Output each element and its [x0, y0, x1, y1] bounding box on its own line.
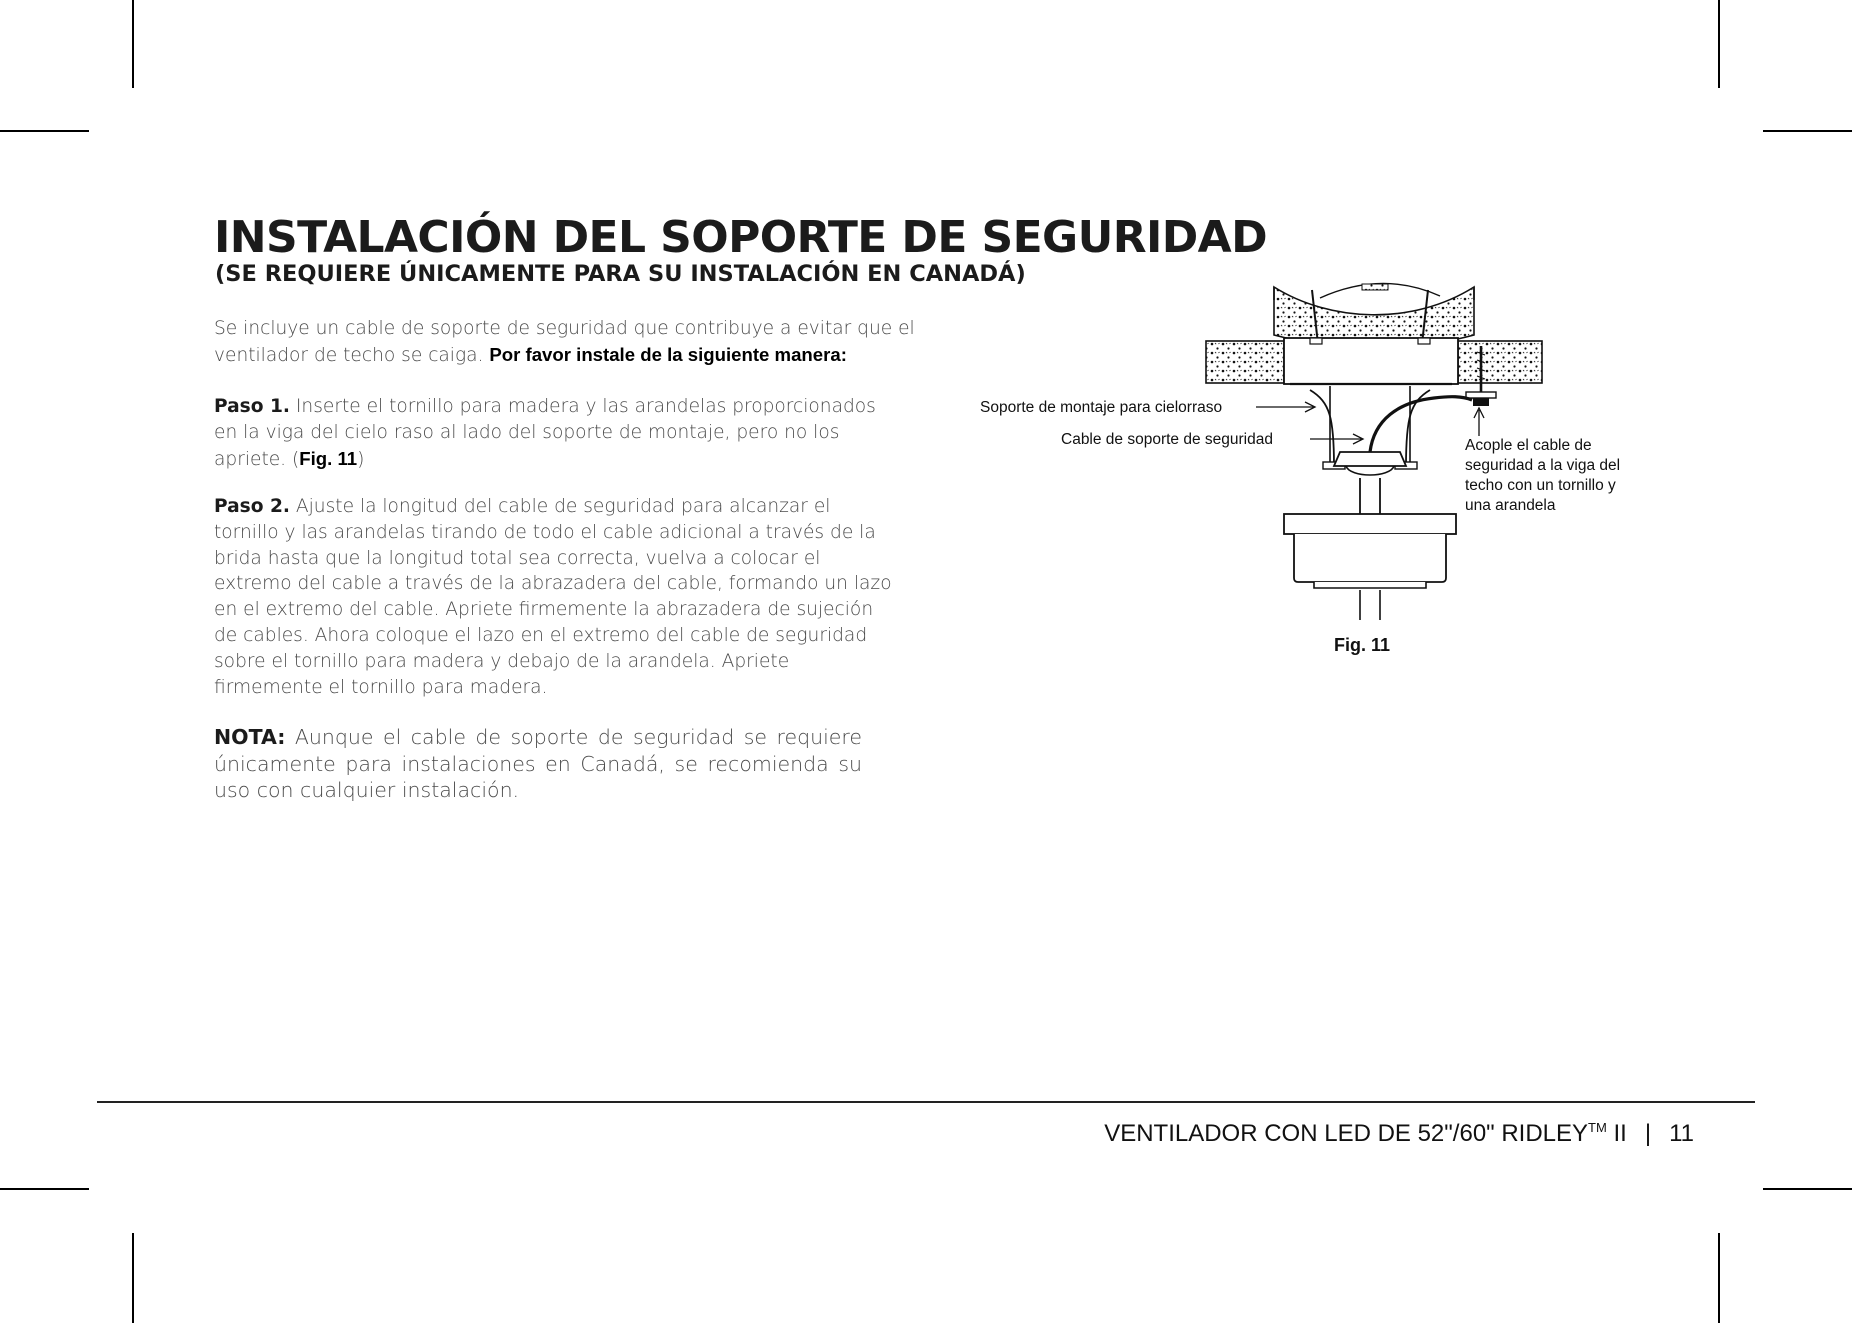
intro-emphasis: Por favor instale de la siguiente manera: [489, 343, 847, 365]
footer-product: VENTILADOR CON LED DE 52"/60" RIDLEY [1104, 1120, 1589, 1147]
downrod-mount [1310, 386, 1430, 475]
label-mounting-bracket: Soporte de montaje para cielorraso [980, 399, 1223, 416]
safety-cable [1370, 397, 1472, 452]
page-title: INSTALACIÓN DEL SOPORTE DE SEGURIDAD [214, 212, 1268, 263]
footer-trademark: TM [1588, 1120, 1607, 1135]
label-safety-cable: Cable de soporte de seguridad [1061, 431, 1273, 448]
note-label: NOTA: [214, 725, 286, 749]
footer [1104, 1120, 1694, 1148]
label-attach-line-2: seguridad a la viga del [1465, 457, 1621, 474]
footer-model: II [1613, 1120, 1627, 1147]
intro-text: Se incluye un cable de soporte de seguridad que contribuye a evitar que el ventilador de techo se caiga. [214, 318, 915, 366]
footer-separator: | [1644, 1120, 1652, 1147]
page-subtitle: (SE REQUIERE ÚNICAMENTE PARA SU INSTALACIÓN EN CANADÁ) [215, 261, 1026, 287]
footer-divider [97, 1101, 1755, 1103]
figure-caption: Fig. 11 [1334, 635, 1391, 655]
label-attach-line-4: una arandela [1465, 497, 1556, 514]
step-1-label: Paso 1. [214, 396, 290, 417]
step-2-text: Ajuste la longitud del cable de seguridad para alcanzar el tornillo y las arandelas tirando de todo el cable adicional a través de la brida hasta que la longitud total sea correcta, vuelva a colocar el extremo del cable a través de la abrazadera del cable, formando un lazo en el extremo del cable. Apriete firmemente la abrazadera de sujeción de cables. Ahora coloque el lazo en el extremo del cable de seguridad sobre el tornillo para madera y debajo de la arandela. Apriete firmemente el tornillo para madera. [214, 496, 892, 698]
leader-lines [1256, 402, 1484, 444]
step-1-text: Inserte el tornillo para madera y las arandelas proporcionados en la viga del cielo raso al lado del soporte de montaje, pero no los apriete. [214, 396, 876, 470]
step-1-paragraph: Paso 1. Inserte el tornillo para madera y las arandelas proporcionados en la viga del cielo raso al lado del soporte de montaje, pero no los apriete. (Fig. 11) [214, 396, 876, 470]
note-text: Aunque el cable de soporte de seguridad se requiere únicamente para instalaciones en Canadá, se recomienda su uso con cualquier instalación. [214, 725, 862, 802]
step-2-label: Paso 2. [214, 496, 290, 517]
label-attach-line-3: techo con un tornillo y [1465, 477, 1616, 494]
label-attach-line-1: Acople el cable de [1465, 437, 1592, 454]
downrod [1360, 478, 1380, 514]
page-number: 11 [1669, 1120, 1694, 1147]
step-1-fig-ref: Fig. 11 [299, 447, 358, 469]
motor-housing [1284, 514, 1456, 620]
